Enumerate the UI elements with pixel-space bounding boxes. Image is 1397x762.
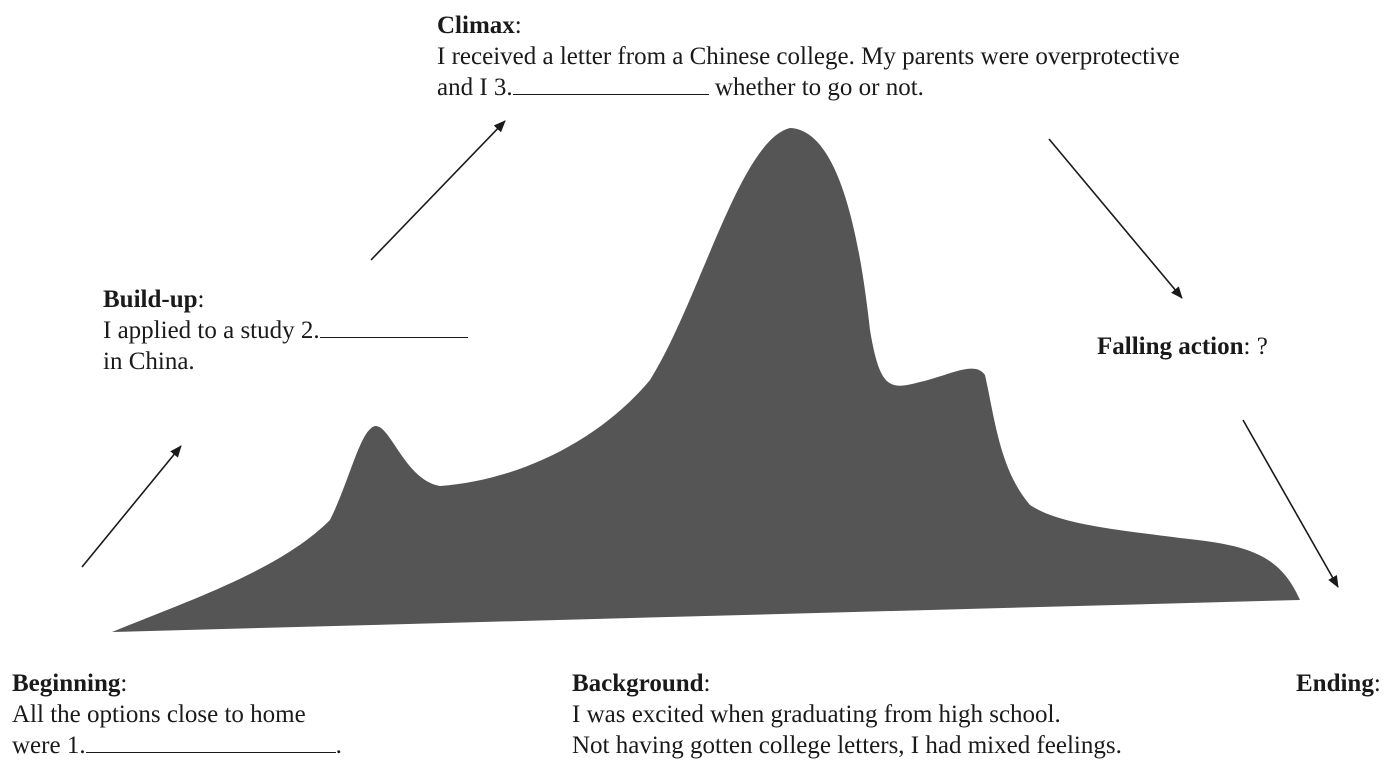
ending-label: Ending:: [1296, 670, 1381, 697]
falling-action-label: Falling action: ?: [1097, 333, 1268, 360]
climax-line-2b: whether to go or not.: [708, 74, 924, 101]
climax-label: Climax: I received a letter from a Chinese college. My parents were overprotective and I 3. whether to go or not.: [437, 12, 1180, 101]
climax-heading: Climax: [437, 12, 515, 39]
buildup-line-1a: I applied to a study 2.: [103, 317, 320, 344]
beginning-line-1: All the options close to home: [12, 701, 306, 728]
arrow-to-falling-action: [1049, 139, 1182, 298]
story-mountain-shape: [112, 128, 1300, 632]
blank-3[interactable]: [513, 72, 709, 95]
buildup-heading: Build-up: [103, 286, 198, 313]
beginning-label: Beginning: All the options close to home were 1. .: [12, 670, 342, 759]
buildup-label: Build-up: I applied to a study 2. in China.: [103, 284, 468, 377]
ending-heading: Ending: [1296, 670, 1374, 697]
buildup-line-2: in China.: [103, 348, 195, 375]
beginning-line-2b: .: [335, 732, 342, 759]
beginning-heading: Beginning: [12, 670, 121, 697]
falling-action-heading: Falling action: [1097, 333, 1244, 360]
arrow-to-buildup: [82, 446, 181, 567]
background-label: Background: I was excited when graduating from high school. Not having gotten college letters, I had mixed feelings.: [572, 670, 1122, 759]
climax-line-2a: and I 3.: [437, 74, 513, 101]
blank-2[interactable]: [320, 315, 468, 338]
blank-1[interactable]: [86, 730, 336, 753]
background-line-2: Not having gotten college letters, I had mixed feelings.: [572, 732, 1122, 759]
background-line-1: I was excited when graduating from high school.: [572, 701, 1061, 728]
beginning-line-2a: were 1.: [12, 732, 86, 759]
arrow-to-climax: [371, 121, 505, 260]
climax-line-1: I received a letter from a Chinese college. My parents were overprotective: [437, 43, 1180, 70]
background-heading: Background: [572, 670, 704, 697]
falling-action-text: ?: [1250, 333, 1268, 360]
